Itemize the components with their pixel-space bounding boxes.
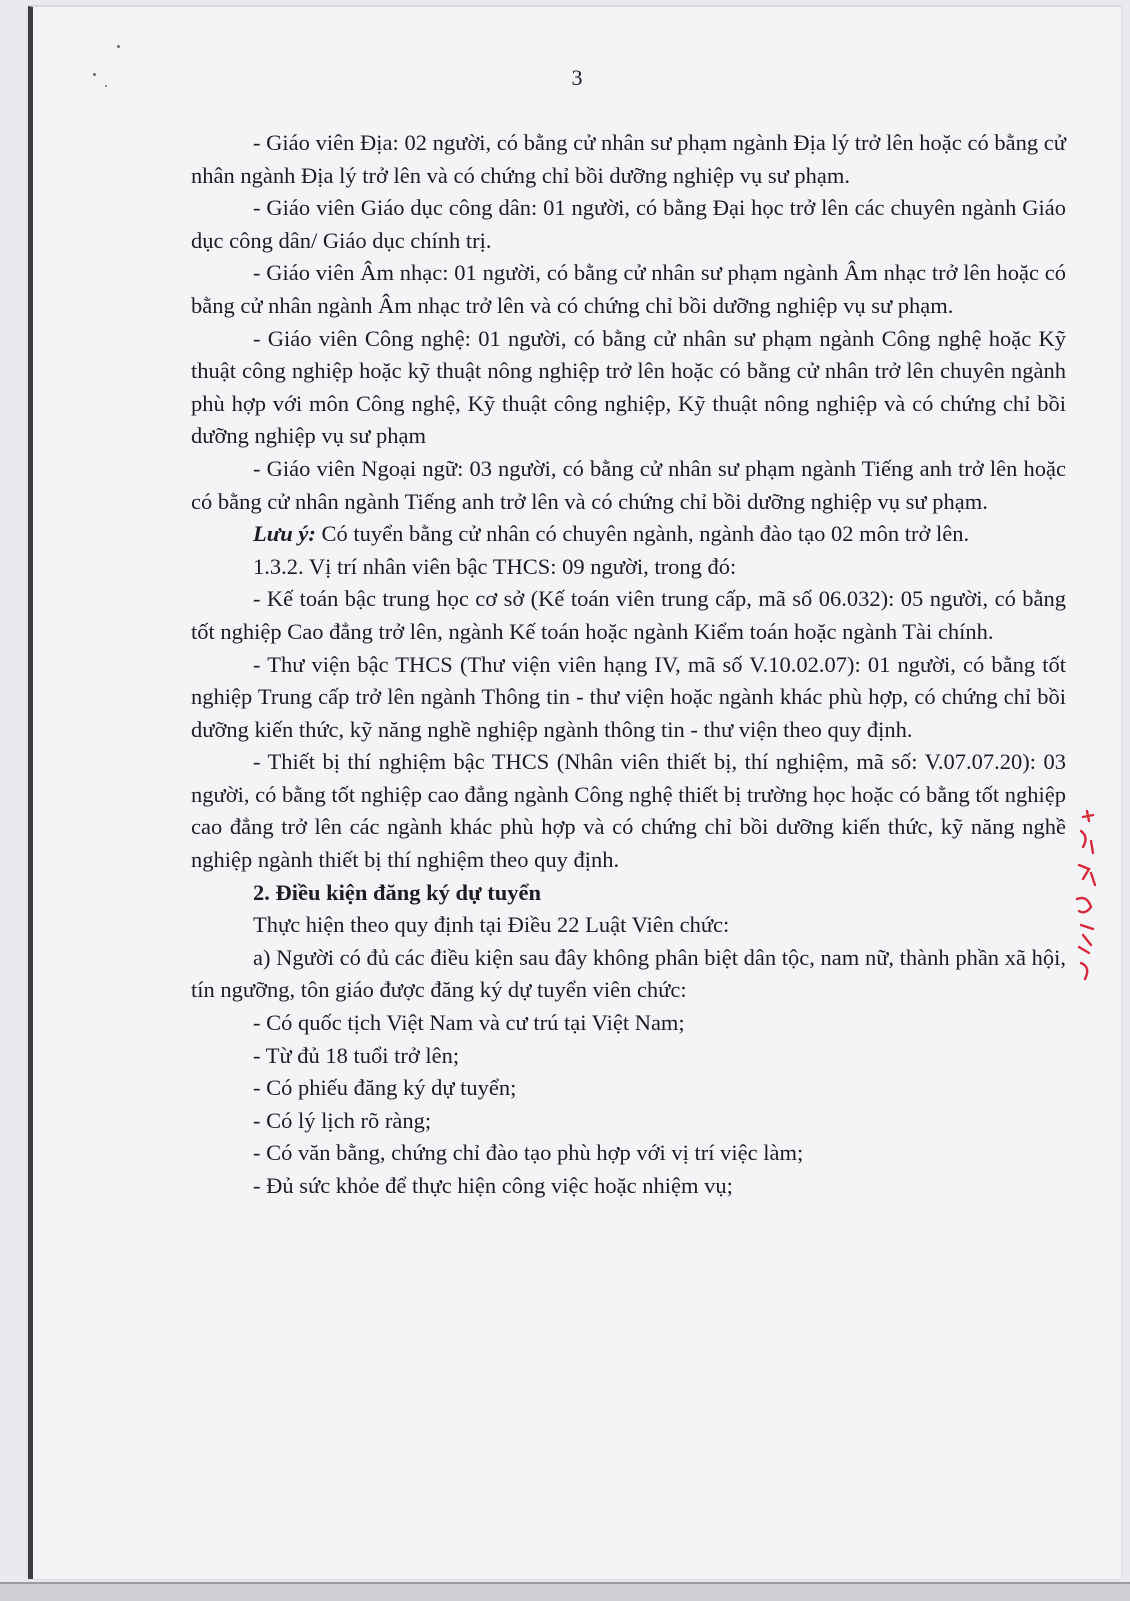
document-page [28,6,1121,1579]
paragraph-thiet-bi: - Thiết bị thí nghiệm bậc THCS (Nhân viên thiết bị, thí nghiệm, mã số: V.07.07.20): 03 người, có bằng tốt nghiệp cao đẳng ngành Công nghệ thiết bị trường học hoặc có bằng tốt nghiệp cao đẳng trở lên các ngành khác phù hợp và có chứng chỉ bồi dưỡng kiến thức, kỹ năng nghề nghiệp ngành thiết bị thí nghiệm theo quy định. [191,749,1066,873]
section-2-intro: Thực hiện theo quy định tại Điều 22 Luật Viên chức: [253,912,730,938]
paragraph-dia-ly: - Giáo viên Địa: 02 người, có bằng cử nhân sư phạm ngành Địa lý trở lên hoặc có bằng cử nhân ngành Địa lý trở lên và có chứng chỉ bồi dưỡng nghiệp vụ sư phạm. [191,130,1066,188]
page-number: 3 [571,65,583,90]
paragraph-cong-nghe: - Giáo viên Công nghệ: 01 người, có bằng cử nhân sư phạm ngành Công nghệ hoặc Kỹ thuật công nghiệp hoặc kỹ thuật nông nghiệp trở lên hoặc có bằng cử nhân trở lên chuyên ngành phù hợp với môn Công nghệ, Kỹ thuật công nghiệp, Kỹ thuật nông nghiệp và có chứng chỉ bồi dưỡng nghiệp vụ sư phạm [191,325,1066,449]
section-2-heading: 2. Điều kiện đăng ký dự tuyển [253,879,541,905]
condition-item: - Từ đủ 18 tuổi trở lên; [253,1042,460,1068]
condition-item: - Có quốc tịch Việt Nam và cư trú tại Việt Nam; [253,1010,685,1036]
condition-item: - Có lý lịch rõ ràng; [253,1107,432,1133]
paragraph-gdcd: - Giáo viên Giáo dục công dân: 01 người, có bằng Đại học trở lên các chuyên ngành Giáo dục công dân/ Giáo dục chính trị. [191,195,1066,253]
paragraph-am-nhac: - Giáo viên Âm nhạc: 01 người, có bằng cử nhân sư phạm ngành Âm nhạc trở lên hoặc có bằng cử nhân ngành Âm nhạc trở lên và có chứng chỉ bồi dưỡng nghiệp vụ sư phạm. [191,260,1066,318]
document-body [191,127,1066,1203]
paragraph-ke-toan: - Kế toán bậc trung học cơ sở (Kế toán viên trung cấp, mã số 06.032): 05 người, có bằng tốt nghiệp Cao đẳng trở lên, ngành Kế toán hoặc ngành Kiểm toán hoặc ngành Tài chính. [191,586,1066,644]
paragraph-thu-vien: - Thư viện bậc THCS (Thư viện viên hạng IV, mã số V.10.02.07): 01 người, có bằng tốt nghiệp Trung cấp trở lên ngành Thông tin - thư viện hoặc ngành khác phù hợp, có chứng chỉ bồi dưỡng kiến thức, kỹ năng nghề nghiệp ngành thông tin - thư viện theo quy định. [191,651,1066,742]
section-132-title: 1.3.2. Vị trí nhân viên bậc THCS: 09 người, trong đó: [253,553,737,579]
condition-item: - Đủ sức khỏe để thực hiện công việc hoặc nhiệm vụ; [253,1173,733,1198]
note-label: Lưu ý: [253,521,316,547]
note-text: Có tuyển bằng cử nhân có chuyên ngành, ngành đào tạo 02 môn trở lên. [315,521,970,547]
red-stamp-mark [1069,807,1099,987]
scan-speck [117,45,120,48]
paragraph-ngoai-ngu: - Giáo viên Ngoại ngữ: 03 người, có bằng cử nhân sư phạm ngành Tiếng anh trở lên hoặc có bằng cử nhân ngành Tiếng anh trở lên và có chứng chỉ bồi dưỡng nghiệp vụ sư phạm. [191,455,1066,514]
condition-item: - Có phiếu đăng ký dự tuyển; [253,1075,517,1101]
condition-item: - Có văn bằng, chứng chỉ đào tạo phù hợp với vị trí việc làm; [253,1140,804,1166]
clause-a: a) Người có đủ các điều kiện sau đây không phân biệt dân tộc, nam nữ, thành phần xã hội, tín ngưỡng, tôn giáo được đăng ký dự tuyển viên chức: [191,944,1066,1003]
note-paragraph [191,518,1066,551]
next-page-edge [0,1582,1130,1601]
